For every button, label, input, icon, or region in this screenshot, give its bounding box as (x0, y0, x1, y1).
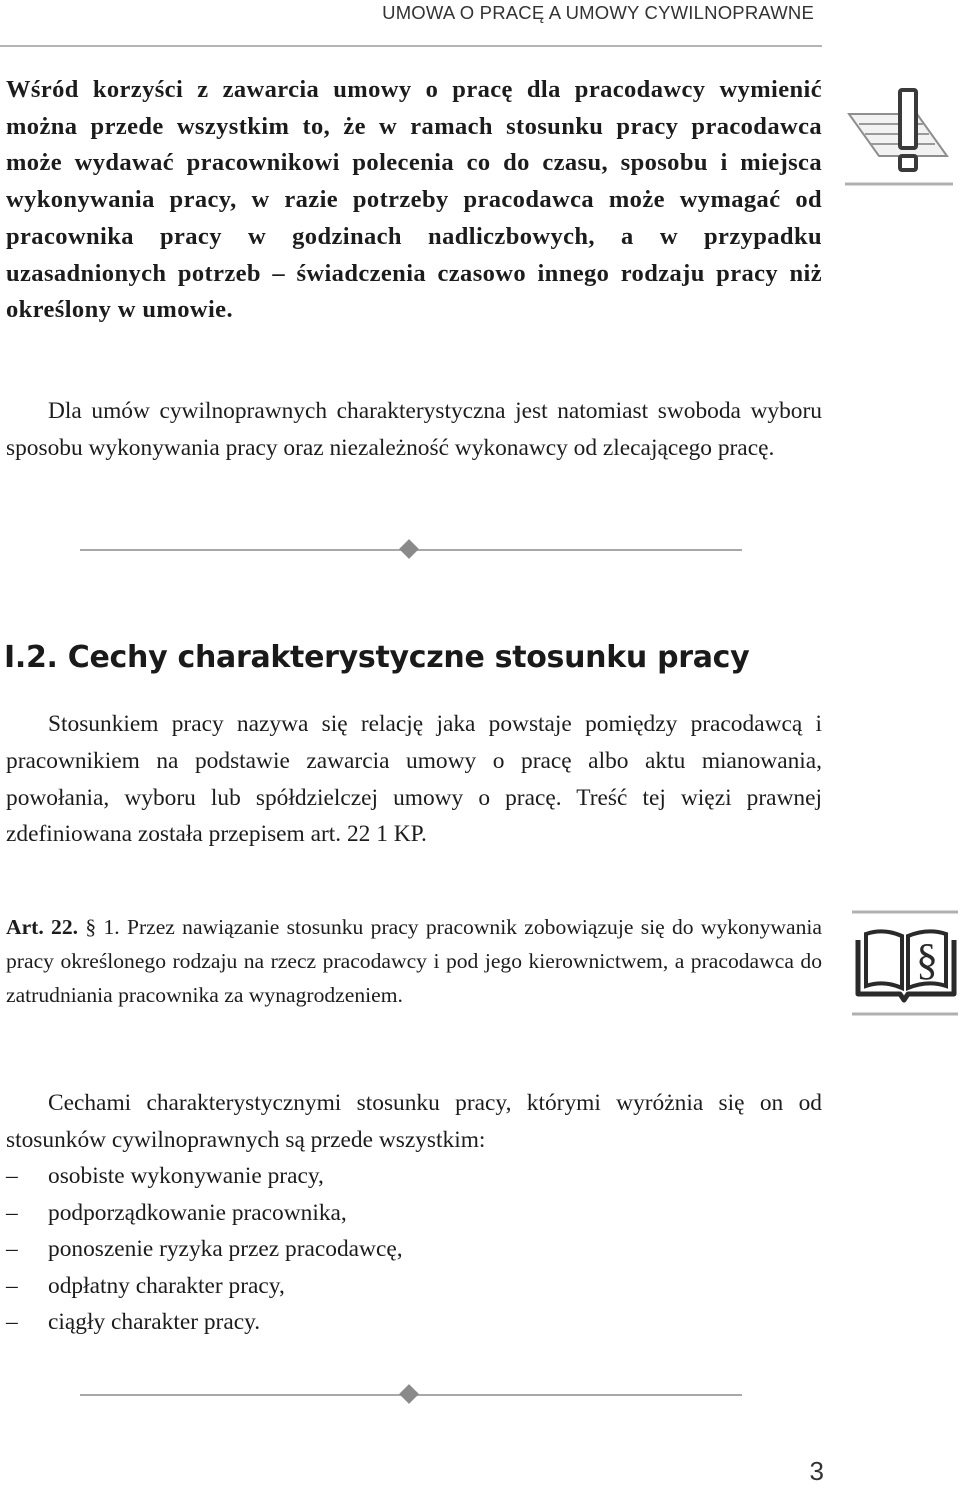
list-item (6, 1231, 403, 1268)
benefits-paragraph: Wśród korzyści z zawarcia umowy o pracę dla pracodawcy wymienić można przede wszystkim to, że w ramach stosunku pracy pracodawca może wydawać pracownikowi polecenia co do czasu, sposobu i miejsca wykonywania pracy, w razie potrzeby pracodawca może wymagać od pracownika pracy w godzinach nadliczbowych, a w przypadku uzasadnionych potrzeb – świadczenia czasowo innego rodzaju pracy niż określony w umowie. (6, 76, 822, 324)
list-dash: – (6, 1163, 18, 1189)
features-list (6, 1158, 403, 1341)
list-item (6, 1268, 403, 1305)
section-heading: I.2. Cechy charakterystyczne stosunku pracy (4, 640, 750, 675)
list-item-text: osobiste wykonywanie pracy, (48, 1163, 324, 1189)
paragraph-sign-icon: § (85, 915, 97, 939)
article-paragraph-number: 1. (103, 915, 120, 939)
definition-paragraph: Stosunkiem pracy nazywa się relację jaka powstaje pomiędzy pracodawcą i pracownikiem na podstawie zawarcia umowy o pracę albo aktu mianowania, powołania, wyboru lub spółdzielczej umowy o pracę. Treść tej więzi prawnej zdefiniowana została przepisem art. 22 1 KP. (6, 711, 822, 848)
divider-diamond (399, 539, 419, 559)
law-book-icon (850, 910, 960, 1016)
list-item (6, 1195, 403, 1232)
article-quote (6, 910, 822, 1012)
exclamation-note-icon (843, 84, 955, 192)
list-dash: – (6, 1236, 18, 1263)
list-item-text: podporządkowanie pracownika, (48, 1199, 347, 1226)
list-dash: – (6, 1309, 18, 1336)
list-dash: – (6, 1272, 18, 1299)
civil-contracts-paragraph: Dla umów cywilnoprawnych charakterystyczna jest natomiast swoboda wyboru sposobu wykonywania pracy oraz niezależność wykonawcy od zlecającego pracę. (6, 398, 822, 461)
list-item-text: ponoszenie ryzyka przez pracodawcę, (48, 1236, 403, 1263)
list-item-text: odpłatny charakter pracy, (48, 1272, 285, 1299)
running-header: UMOWA O PRACĘ A UMOWY CYWILNOPRAWNE (382, 2, 814, 23)
list-item-text: ciągły charakter pracy. (48, 1309, 261, 1336)
list-item (6, 1158, 403, 1195)
section-divider (80, 543, 742, 557)
features-intro-paragraph: Cechami charakterystycznymi stosunku pracy, którymi wyróżnia się on od stosunków cywilnoprawnych są przede wszystkim: (6, 1090, 822, 1153)
article-text: Przez nawiązanie stosunku pracy pracownik zobowiązuje się do wykonywania pracy określonego rodzaju na rzecz pracodawcy i pod jego kierownictwem, a pracodawca do zatrudniania pracownika za wynagrodzeniem. (6, 915, 822, 1007)
end-divider (80, 1388, 742, 1402)
list-dash: – (6, 1199, 18, 1226)
header-rule (0, 45, 822, 47)
article-reference: Art. 22. (6, 915, 79, 939)
page-number: 3 (809, 1456, 824, 1486)
list-item (6, 1304, 403, 1341)
svg-text:§: § (916, 935, 938, 984)
divider-diamond (399, 1384, 419, 1404)
